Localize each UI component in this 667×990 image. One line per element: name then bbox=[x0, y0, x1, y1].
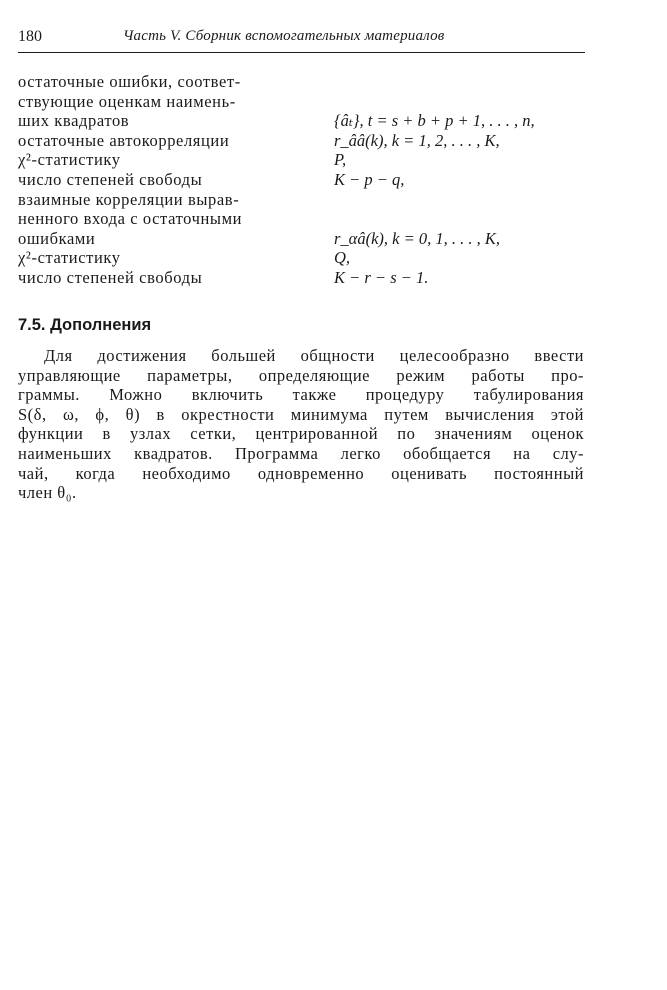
list-item bbox=[18, 92, 588, 112]
list-formula: r_αâ(k), k = 0, 1, . . . , K, bbox=[334, 228, 500, 248]
list-item bbox=[18, 72, 588, 92]
list-term: ствующие оценкам наимень- bbox=[18, 91, 236, 111]
list-formula: P, bbox=[334, 150, 347, 170]
list-item bbox=[18, 190, 588, 210]
list-item bbox=[18, 111, 588, 131]
list-item bbox=[18, 131, 588, 151]
page-number: 180 bbox=[18, 28, 42, 45]
list-term: остаточные автокорреляции bbox=[18, 130, 230, 150]
list-term: остаточные ошибки, соответ- bbox=[18, 72, 241, 91]
list-item bbox=[18, 248, 588, 268]
paragraph-line: граммы. Можно включить также процедуру табулирования bbox=[18, 385, 584, 405]
list-term: ненного входа с остаточными bbox=[18, 209, 243, 229]
list-formula: K − p − q, bbox=[334, 169, 405, 189]
output-list bbox=[18, 72, 588, 288]
paragraph-line: S(δ, ω, ϕ, θ) в окрестности минимума путем вычисления этой bbox=[18, 404, 584, 424]
paragraph-line: Для достижения большей общности целесообразно ввести bbox=[44, 346, 584, 365]
list-term: число степеней свободы bbox=[18, 169, 203, 189]
list-term: χ²-статистику bbox=[18, 248, 121, 268]
page-header bbox=[18, 28, 585, 52]
list-term: ошибками bbox=[18, 228, 96, 248]
section-heading: 7.5. Дополнения bbox=[18, 316, 152, 334]
body-paragraph bbox=[18, 346, 584, 503]
list-formula: Q, bbox=[334, 248, 351, 268]
list-term: χ²-статистику bbox=[18, 150, 121, 170]
list-item bbox=[18, 268, 588, 288]
list-formula: K − r − s − 1. bbox=[334, 267, 429, 287]
list-term: число степеней свободы bbox=[18, 267, 203, 287]
list-term: взаимные корреляции вырав- bbox=[18, 189, 240, 209]
list-item bbox=[18, 209, 588, 229]
paragraph-line: управляющие параметры, определяющие режим работы про- bbox=[18, 365, 584, 385]
list-formula: {âₜ}, t = s + b + p + 1, . . . , n, bbox=[334, 111, 535, 131]
list-item bbox=[18, 170, 588, 190]
paragraph-line: функции в узлах сетки, центрированной по значениям оценок bbox=[18, 424, 584, 444]
list-formula: r_ââ(k), k = 1, 2, . . . , K, bbox=[334, 130, 500, 150]
header-rule bbox=[18, 52, 585, 53]
list-item bbox=[18, 229, 588, 249]
running-title: Часть V. Сборник вспомогательных материалов bbox=[123, 28, 445, 44]
list-term: ших квадратов bbox=[18, 111, 130, 131]
list-item bbox=[18, 150, 588, 170]
paragraph-line: член θ₀. bbox=[18, 483, 77, 503]
paragraph-line: чай, когда необходимо одновременно оценивать постоянный bbox=[18, 463, 584, 483]
paragraph-line: наименьших квадратов. Программа легко обобщается на слу- bbox=[18, 443, 584, 463]
